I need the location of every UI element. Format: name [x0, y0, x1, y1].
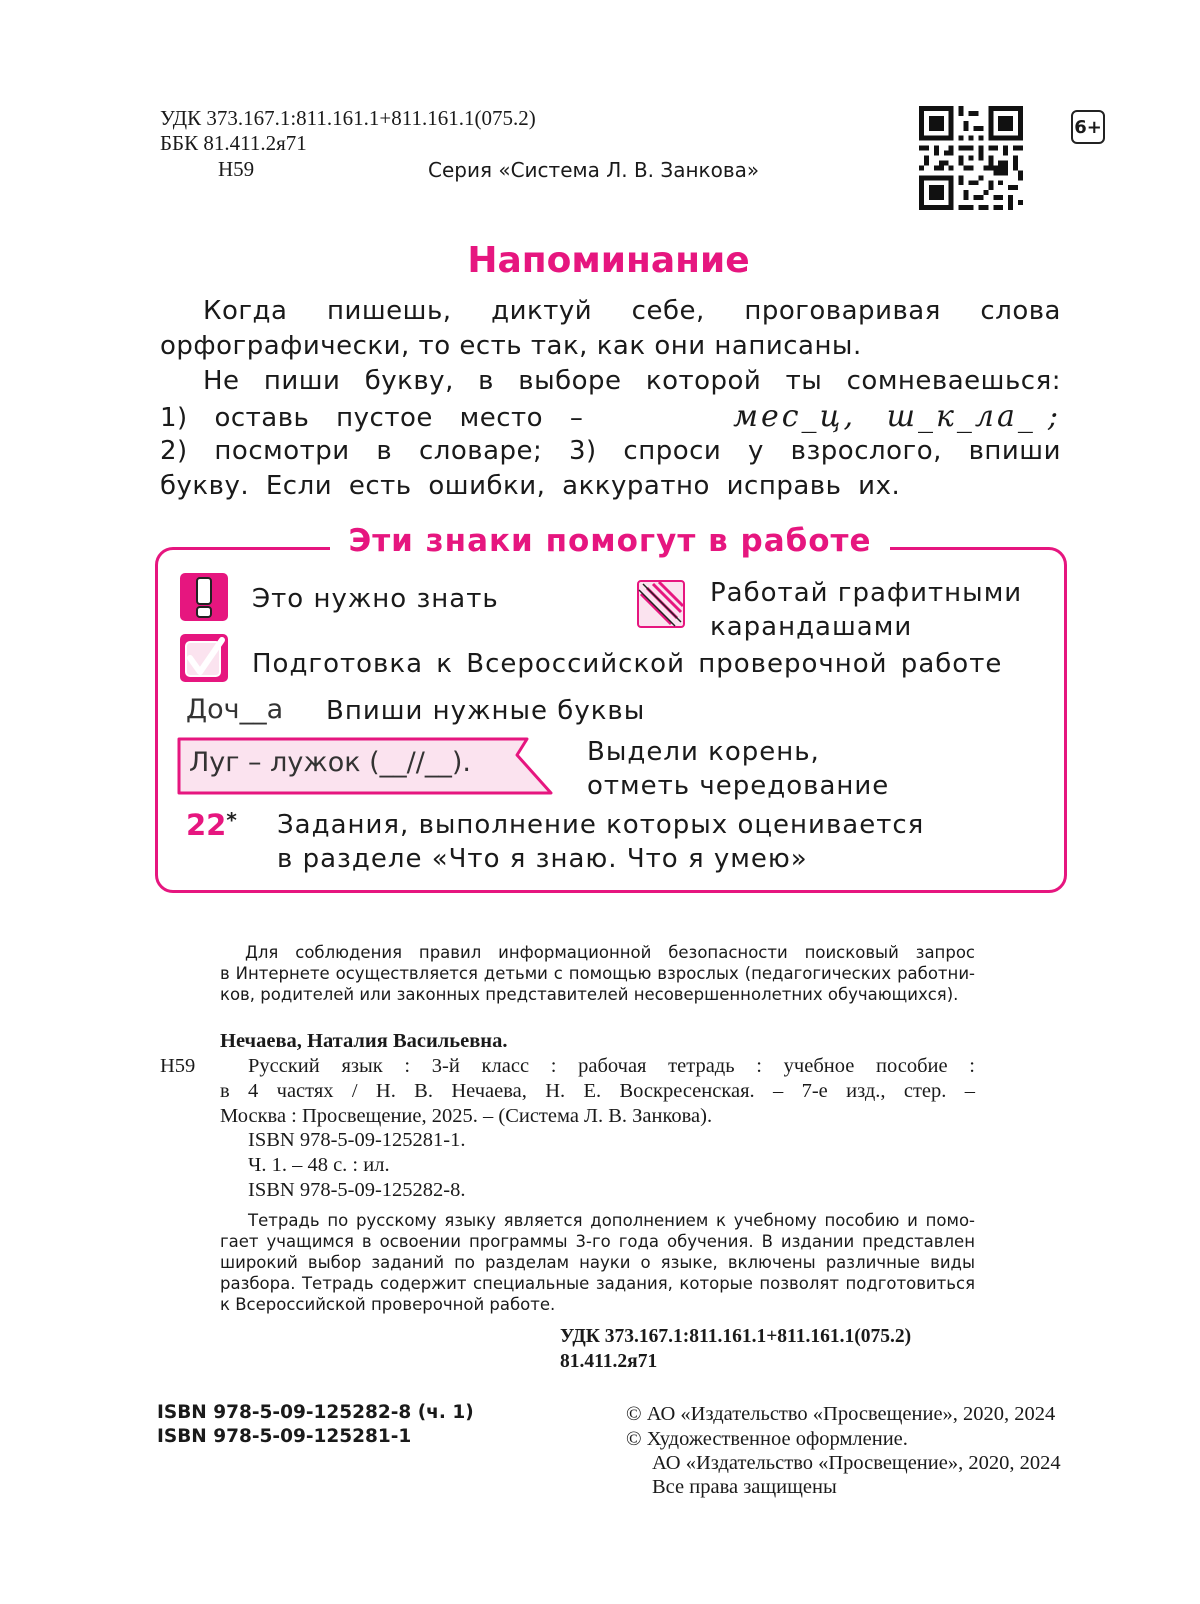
bib-part: Ч. 1. – 48 с. : ил.: [248, 1154, 390, 1176]
isbn-line2: ISBN 978-5-09-125281-1: [157, 1426, 412, 1447]
qr-code[interactable]: [919, 106, 1023, 210]
udk-header: УДК 373.167.1:811.161.1+811.161.1(075.2): [160, 106, 536, 130]
classification-bbk: 81.411.2я71: [560, 1351, 658, 1372]
safety-line1: Для соблюдения правил информационной безопасности поисковый запрос: [245, 943, 975, 962]
handwritten-end: ;: [1047, 399, 1061, 434]
annotation-line4: разбора. Тетрадь содержит специальные задания, которые позволят подготовиться: [220, 1274, 975, 1293]
exclamation-icon: [180, 573, 228, 621]
annotation-line1: Тетрадь по русскому языку является дополнением к учебному пособию и помо-: [248, 1211, 975, 1230]
bib-line3: Москва : Просвещение, 2025. – (Система Л. В. Занкова).: [220, 1105, 713, 1127]
pencils-icon: [637, 580, 685, 628]
safety-line3: ков, родителей или законных представителей несовершеннолетних обучающихся).: [220, 985, 959, 1004]
root-example-text: Луг – лужок (__//__).: [189, 747, 471, 778]
safety-line2: в Интернете осуществляется детьми с помощью взрослых (педагогических работни-: [220, 964, 975, 983]
annotation-line3: широкий выбор заданий по разделам науки о языке, включены различные виды: [220, 1253, 975, 1272]
root-example-banner: [175, 735, 555, 797]
checkmark-icon: [180, 634, 228, 682]
sign-root-line1: Выдели корень,: [587, 737, 820, 767]
bib-author: Нечаева, Наталия Васильевна.: [220, 1030, 508, 1052]
copyright-line3: АО «Издательство «Просвещение», 2020, 2024: [652, 1452, 1061, 1474]
insert-letters-example: Доч__а: [186, 694, 284, 725]
author-code: Н59: [218, 157, 255, 181]
age-rating-text: 6+: [1074, 116, 1102, 138]
sign-vpr-text: Подготовка к Всероссийской проверочной работе: [252, 649, 1003, 679]
sign-pencils-line2: карандашами: [710, 612, 913, 642]
isbn-line1: ISBN 978-5-09-125282-8 (ч. 1): [157, 1402, 474, 1423]
copyright-line4: Все права защищены: [652, 1476, 837, 1498]
handwritten-example-1: мес_ц: [733, 399, 844, 434]
bib-isbn-full: ISBN 978-5-09-125281-1.: [248, 1129, 466, 1151]
reminder-p1-line2: орфографически, то есть так, как они написаны.: [160, 331, 862, 361]
reminder-p2-line3: 2) посмотри в словаре; 3) спроси у взрослого, впиши: [160, 436, 1061, 466]
bib-line2: в 4 частях / Н. В. Нечаева, Н. Е. Воскресенская. – 7-е изд., стер. –: [220, 1080, 975, 1102]
series-label: Серия «Система Л. В. Занкова»: [428, 158, 760, 182]
sign-know-text: Это нужно знать: [252, 584, 499, 614]
bib-code: Н59: [160, 1055, 196, 1077]
task-number: 22: [186, 808, 227, 842]
sign-root-line2: отметь чередование: [587, 771, 890, 801]
task-number-badge: [186, 808, 237, 842]
task-star: *: [226, 808, 237, 832]
reminder-p2-line2-text: 1) оставь пустое место –: [160, 403, 584, 433]
bib-line1: Русский язык : 3-й класс : рабочая тетрадь : учебное пособие :: [248, 1055, 975, 1077]
reminder-title: Напоминание: [467, 240, 750, 281]
copyright-line2: © Художественное оформление.: [626, 1428, 908, 1450]
reminder-p2-line4: букву. Если есть ошибки, аккуратно исправь их.: [160, 471, 901, 501]
handwritten-example-2: ш_к_ла_: [886, 399, 1036, 434]
sign-task-line2: в разделе «Что я знаю. Что я умею»: [277, 844, 808, 874]
reminder-p1-line1: Когда пишешь, диктуй себе, проговаривая слова: [203, 296, 1061, 326]
annotation-line5: к Всероссийской проверочной работе.: [220, 1295, 556, 1314]
bib-isbn-part: ISBN 978-5-09-125282-8.: [248, 1179, 466, 1201]
classification-udk: УДК 373.167.1:811.161.1+811.161.1(075.2): [560, 1326, 912, 1347]
bbk-header: ББК 81.411.2я71: [160, 131, 307, 155]
handwritten-separator: ,: [843, 399, 857, 434]
sign-insert-text: Впиши нужные буквы: [326, 696, 646, 726]
signs-box-title: Эти знаки помогут в работе: [330, 523, 890, 559]
reminder-p2-line2: [160, 399, 1061, 436]
age-rating-badge: [1071, 110, 1105, 144]
sign-pencils-line1: Работай графитными: [710, 578, 1023, 608]
annotation-line2: гает учащимся в освоении программы 3-го года обучения. В издании представлен: [220, 1232, 975, 1251]
copyright-line1: © АО «Издательство «Просвещение», 2020, 2024: [626, 1403, 1056, 1425]
reminder-p2-line1: Не пиши букву, в выборе которой ты сомневаешься:: [203, 366, 1061, 396]
sign-task-line1: Задания, выполнение которых оценивается: [277, 810, 925, 840]
